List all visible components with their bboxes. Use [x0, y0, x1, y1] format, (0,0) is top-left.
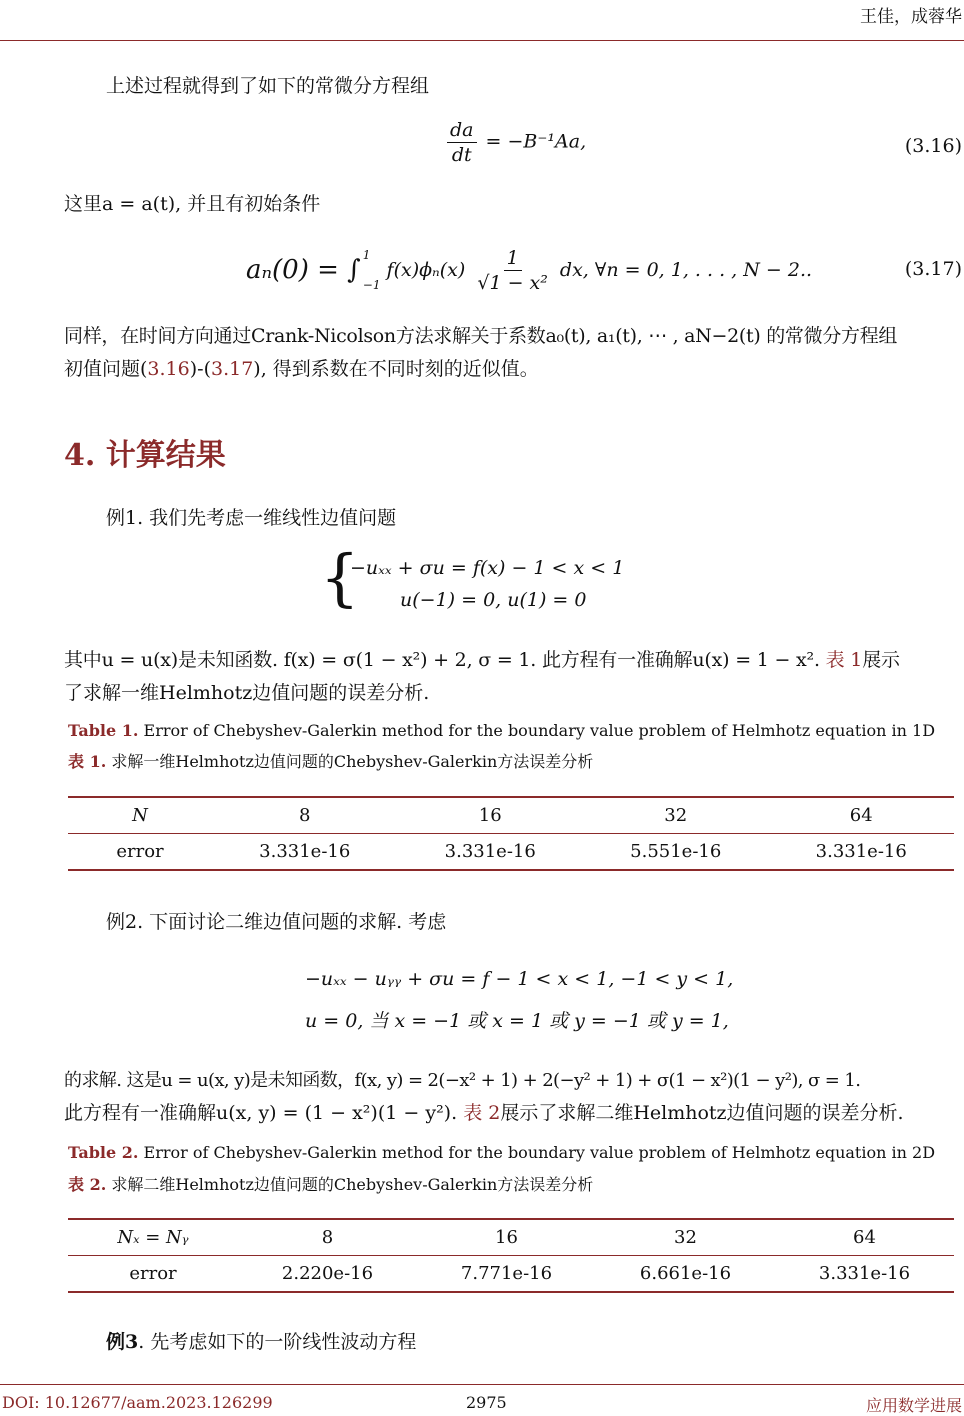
- table-1-cell: error: [68, 834, 212, 871]
- table-1-header-cell: 16: [398, 797, 584, 834]
- equation-ref-3-17[interactable]: 3.17: [210, 358, 254, 380]
- table-2-header-cell: 16: [417, 1219, 596, 1256]
- table-1-caption-zh: [68, 751, 593, 773]
- example-3-label: 例3: [106, 1331, 139, 1353]
- example-2-intro: 例2. 下面讨论二维边值问题的求解. 考虑: [106, 911, 447, 933]
- example-2-description-line1: 的求解. 这是u = u(x, y)是未知函数，f(x, y) = 2(−x² + 1) + 2(−y² + 1) + σ(1 − x²)(1 − y²), σ = 1.: [64, 1070, 861, 1091]
- table-1-cell: 3.331e-16: [398, 834, 584, 871]
- equation-3-17: [246, 240, 812, 300]
- table-2-header-cell: 32: [596, 1219, 775, 1256]
- table-1-cell: 3.331e-16: [769, 834, 955, 871]
- table-1-cell: 3.331e-16: [212, 834, 398, 871]
- table-2-header-row: [68, 1219, 954, 1256]
- left-brace-icon: {: [320, 541, 360, 614]
- table-1-header-cell: N: [68, 797, 212, 834]
- table-2-caption-en-label: Table 2.: [68, 1143, 139, 1162]
- table-1-header-cell: 64: [769, 797, 955, 834]
- eq317-lower-limit: −1: [362, 278, 381, 292]
- section-heading: 4. 计算结果: [64, 438, 226, 473]
- text-fragment: 此方程有一准确解u(x, y) = (1 − x²)(1 − y²).: [64, 1102, 464, 1124]
- text-fragment: 展示: [862, 649, 900, 671]
- example-1-description-line2: 了求解一维Helmhotz边值问题的误差分析.: [64, 682, 430, 704]
- example-1-description: [64, 644, 964, 710]
- footer-doi-link[interactable]: DOI: 10.12677/aam.2023.126299: [2, 1393, 273, 1412]
- text-fragment: 展示了求解二维Helmhotz边值问题的误差分析.: [500, 1102, 904, 1124]
- table-2-header-cell: 64: [775, 1219, 954, 1256]
- eq316-rhs: = −B⁻¹Aa,: [485, 130, 587, 153]
- eq317-lhs: aₙ(0) = ∫: [246, 255, 361, 285]
- paragraph-crank-nicolson-line1: 同样，在时间方向通过Crank-Nicolson方法求解关于系数a₀(t), a₁(t), ⋯ , aN−2(t) 的常微分方程组: [64, 325, 898, 347]
- ex2-equation-line1: −uₓₓ − uᵧᵧ + σu = f − 1 < x < 1, −1 < y < 1,: [305, 968, 734, 990]
- table-2-caption-en: [68, 1142, 935, 1164]
- footer-page-number: 2975: [466, 1393, 507, 1412]
- table-2-header-cell: 8: [238, 1219, 417, 1256]
- header-rule: [0, 40, 964, 41]
- example-3-text: . 先考虑如下的一阶线性波动方程: [138, 1331, 417, 1353]
- table-1-caption-zh-text: 求解一维Helmhotz边值问题的Chebyshev-Galerkin方法误差分析: [106, 752, 594, 771]
- table-2-cell: 3.331e-16: [775, 1256, 954, 1293]
- table-ref-2[interactable]: 表 2: [463, 1102, 501, 1124]
- table-1-header-cell: 32: [583, 797, 769, 834]
- ex1-equation-line2: u(−1) = 0, u(1) = 0: [400, 589, 587, 611]
- eq316-denominator: dt: [451, 144, 472, 166]
- table-2-header-cell: Nₓ = Nᵧ: [68, 1219, 238, 1256]
- table-1-caption-en-label: Table 1.: [68, 721, 139, 740]
- table-ref-1[interactable]: 表 1: [825, 649, 863, 671]
- table-1-caption-zh-label: 表 1.: [68, 752, 107, 771]
- table-2-caption-zh-text: 求解二维Helmhotz边值问题的Chebyshev-Galerkin方法误差分析: [106, 1175, 594, 1194]
- eq317-integrand: f(x)ϕₙ(x): [386, 259, 466, 281]
- table-row: [68, 834, 954, 871]
- ex2-equation-line2: u = 0, 当 x = −1 或 x = 1 或 y = −1 或 y = 1,: [305, 1010, 729, 1032]
- paragraph-crank-nicolson: [64, 320, 964, 386]
- eq317-tail: dx, ∀n = 0, 1, . . . , N − 2..: [559, 259, 813, 281]
- table-1: [68, 796, 954, 871]
- running-header-authors: 王佳，成蓉华: [860, 7, 962, 27]
- table-2-cell: 2.220e-16: [238, 1256, 417, 1293]
- table-2-cell: error: [68, 1256, 238, 1293]
- text-fragment: 初值问题(: [64, 358, 148, 380]
- table-2-cell: 6.661e-16: [596, 1256, 775, 1293]
- table-1-header-row: [68, 797, 954, 834]
- example-1-description-line1: [64, 644, 964, 677]
- equation-3-16: [444, 118, 586, 167]
- table-2: [68, 1218, 954, 1293]
- table-1-header-cell: 8: [212, 797, 398, 834]
- equation-label-3-16: (3.16): [904, 135, 962, 157]
- eq317-upper-limit: 1: [362, 248, 371, 262]
- example-2-description: [64, 1064, 964, 1130]
- example-2-description-line2: [64, 1097, 964, 1130]
- eq317-frac-num: 1: [504, 246, 522, 271]
- ex1-equation-line1: −uₓₓ + σu = f(x) − 1 < x < 1: [350, 557, 625, 579]
- footer-journal-name: 应用数学进展: [865, 1396, 962, 1415]
- text-fragment: ), 得到系数在不同时刻的近似值。: [253, 358, 539, 380]
- table-1-caption-en-text: Error of Chebyshev-Galerkin method for the boundary value problem of Helmhotz equation in 1D: [138, 721, 936, 740]
- paragraph-crank-nicolson-line2: [64, 353, 964, 386]
- eq316-numerator: da: [447, 118, 477, 143]
- footer-rule: [0, 1384, 964, 1385]
- text-fragment: )-(: [189, 358, 211, 380]
- table-row: [68, 1256, 954, 1293]
- paragraph-initial-condition: 这里a = a(t), 并且有初始条件: [64, 193, 321, 215]
- table-2-caption-zh-label: 表 2.: [68, 1175, 107, 1194]
- table-2-cell: 7.771e-16: [417, 1256, 596, 1293]
- paragraph-ode-intro: 上述过程就得到了如下的常微分方程组: [106, 75, 430, 97]
- example-1-intro: 例1. 我们先考虑一维线性边值问题: [106, 507, 397, 529]
- eq317-frac-den: √1 − x²: [477, 271, 548, 294]
- table-1-cell: 5.551e-16: [583, 834, 769, 871]
- table-1-caption-en: [68, 720, 935, 742]
- equation-label-3-17: (3.17): [904, 258, 962, 280]
- table-2-caption-en-text: Error of Chebyshev-Galerkin method for the boundary value problem of Helmhotz equation in 2D: [138, 1143, 936, 1162]
- table-2-caption-zh: [68, 1174, 593, 1196]
- example-3-intro: [64, 1326, 964, 1359]
- text-fragment: 其中u = u(x)是未知函数. f(x) = σ(1 − x²) + 2, σ = 1. 此方程有一准确解u(x) = 1 − x².: [64, 649, 826, 671]
- equation-ref-3-16[interactable]: 3.16: [147, 358, 190, 380]
